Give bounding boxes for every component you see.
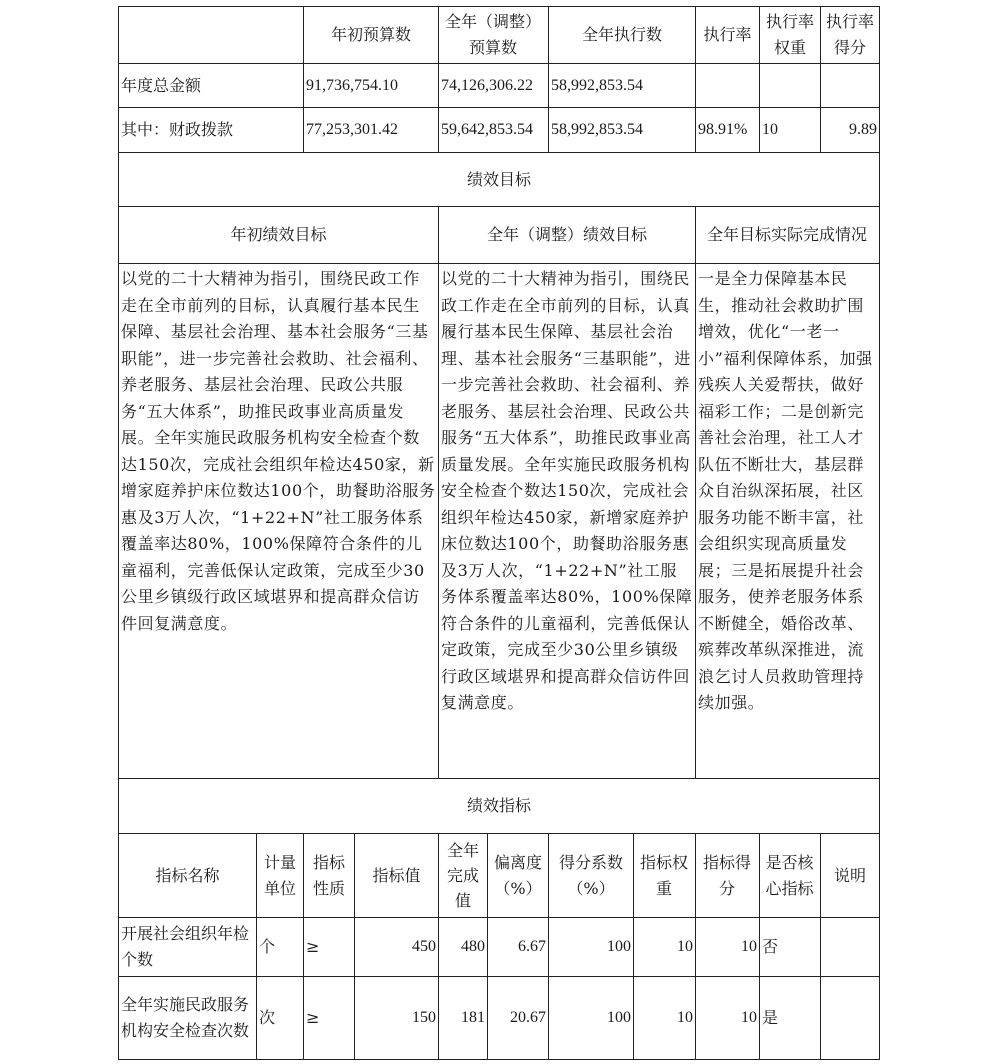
row-fiscal-initial: 77,253,301.42 xyxy=(306,121,398,138)
ind-row-completed: 181 xyxy=(461,1009,485,1026)
ind-row-name: 全年实施民政服务机构安全检查次数 xyxy=(121,995,250,1040)
row-fiscal-adjusted: 59,642,853.54 xyxy=(441,121,533,138)
row-fiscal-executed: 58,992,853.54 xyxy=(551,121,643,138)
goals-initial-text: 以党的二十大精神为指引，围绕民政工作走在全市前列的目标，认真履行基本民生保障、基层社会治理、基本社会服务“三基职能”，进一步完善社会救助、社会福利、养老服务、基层社会治理、民政公共服务“五大体系”，助推民政事业高质量发展。全年实施民政服务机构安全检查个数达150次，完成社会组织年检达450家，新增家庭养护床位数达100个，助餐助浴服务惠及3万人次，“1+22+N”社工服务体系覆盖率达80%，100%保障符合条件的儿童福利，完善低保认定政策，完成至少30公里乡镇级行政区域堪界和提高群众信访件回复满意度。 xyxy=(121,269,436,633)
ind-row-nature: ≥ xyxy=(306,1008,320,1027)
row-total-label: 年度总金额 xyxy=(121,75,202,95)
ind-row-completed: 480 xyxy=(461,938,485,955)
header-adjusted-budget: 全年（调整）预算数 xyxy=(444,12,541,57)
ind-row-deviation: 6.67 xyxy=(518,938,546,955)
ind-row-deviation: 20.67 xyxy=(510,1009,546,1026)
header-rate-weight: 执行率权重 xyxy=(765,12,814,57)
row-fiscal-weight: 10 xyxy=(762,121,778,138)
ind-row-coef: 100 xyxy=(607,938,631,955)
row-total-executed: 58,992,853.54 xyxy=(551,76,643,94)
ind-row-weight: 10 xyxy=(677,1009,693,1026)
goals-header-adjusted: 全年（调整）绩效目标 xyxy=(486,225,647,244)
ind-row-value: 450 xyxy=(412,938,436,955)
ind-header-unit: 计量单位 xyxy=(263,852,296,898)
indicators-section-title: 绩效指标 xyxy=(466,796,531,815)
header-rate-score: 执行率得分 xyxy=(825,12,874,57)
ind-header-value: 指标值 xyxy=(372,865,421,885)
ind-row-weight: 10 xyxy=(677,938,693,955)
ind-row-coef: 100 xyxy=(607,1009,631,1026)
header-initial-budget: 年初预算数 xyxy=(330,25,411,44)
ind-row-nature: ≥ xyxy=(306,937,320,956)
ind-header-coef: 得分系数（%） xyxy=(558,852,623,898)
row-fiscal-label: 其中：财政拨款 xyxy=(121,120,234,139)
ind-header-note: 说明 xyxy=(833,865,866,885)
header-executed: 全年执行数 xyxy=(581,25,662,44)
ind-row-note xyxy=(821,918,879,976)
row-total-score xyxy=(821,64,879,107)
row-fiscal-score: 9.89 xyxy=(849,121,877,138)
ind-header-core: 是否核心指标 xyxy=(765,852,814,898)
goals-header-initial: 年初绩效目标 xyxy=(230,225,327,244)
ind-row-core: 是 xyxy=(762,1008,779,1027)
ind-header-score: 指标得分 xyxy=(702,852,751,898)
goals-adjusted-text: 以党的二十大精神为指引，围绕民政工作走在全市前列的目标，认真履行基本民生保障、基层社会治理、基本社会服务“三基职能”，进一步完善社会救助、社会福利、养老服务、基层社会治理、民政公共服务“五大体系”，助推民政事业高质量发展。全年实施民政服务机构安全检查个数达150次，完成社会组织年检达450家，新增家庭养护床位数达100个，助餐助浴服务惠及3万人次，“1+22+N”社工服务体系覆盖率达80%，100%保障符合条件的儿童福利，完善低保认定政策，完成至少30公里乡镇级行政区域堪界和提高群众信访件回复满意度。 xyxy=(441,269,693,712)
row-fiscal-rate: 98.91% xyxy=(698,121,748,138)
ind-row-score: 10 xyxy=(741,938,757,955)
goals-header-actual: 全年目标实际完成情况 xyxy=(706,225,867,244)
header-execution-rate: 执行率 xyxy=(703,25,752,44)
ind-header-name: 指标名称 xyxy=(155,865,220,885)
ind-row-name: 开展社会组织年检个数 xyxy=(121,924,250,969)
ind-header-nature: 指标性质 xyxy=(312,852,345,898)
row-total-initial: 91,736,754.10 xyxy=(306,76,398,94)
row-total-adjusted: 74,126,306.22 xyxy=(441,76,533,94)
ind-header-completed: 全年完成值 xyxy=(446,841,479,910)
ind-row-unit: 次 xyxy=(259,1008,276,1027)
goals-section-title: 绩效目标 xyxy=(466,169,531,189)
ind-header-weight: 指标权重 xyxy=(639,852,688,898)
row-total-weight xyxy=(760,64,820,107)
ind-row-note xyxy=(821,977,879,1059)
row-total-rate xyxy=(696,64,759,107)
ind-row-unit: 个 xyxy=(259,937,276,956)
ind-row-value: 150 xyxy=(412,1009,436,1026)
ind-header-deviation: 偏离度（%） xyxy=(493,852,542,898)
ind-row-score: 10 xyxy=(741,1009,757,1026)
ind-row-core: 否 xyxy=(762,937,779,956)
goals-actual-text: 一是全力保障基本民生，推动社会救助扩围增效，优化“一老一小”福利保障体系，加强残疾人关爱帮扶，做好福彩工作；二是创新完善社会治理，社工人才队伍不断壮大，基层群众自治纵深拓展，社区服务功能不断丰富，社会组织实现高质量发展；三是拓展提升社会服务，使养老服务体系不断健全，婚俗改革、殡葬改革纵深推进，流浪乞讨人员救助管理持续加强。 xyxy=(698,269,873,712)
